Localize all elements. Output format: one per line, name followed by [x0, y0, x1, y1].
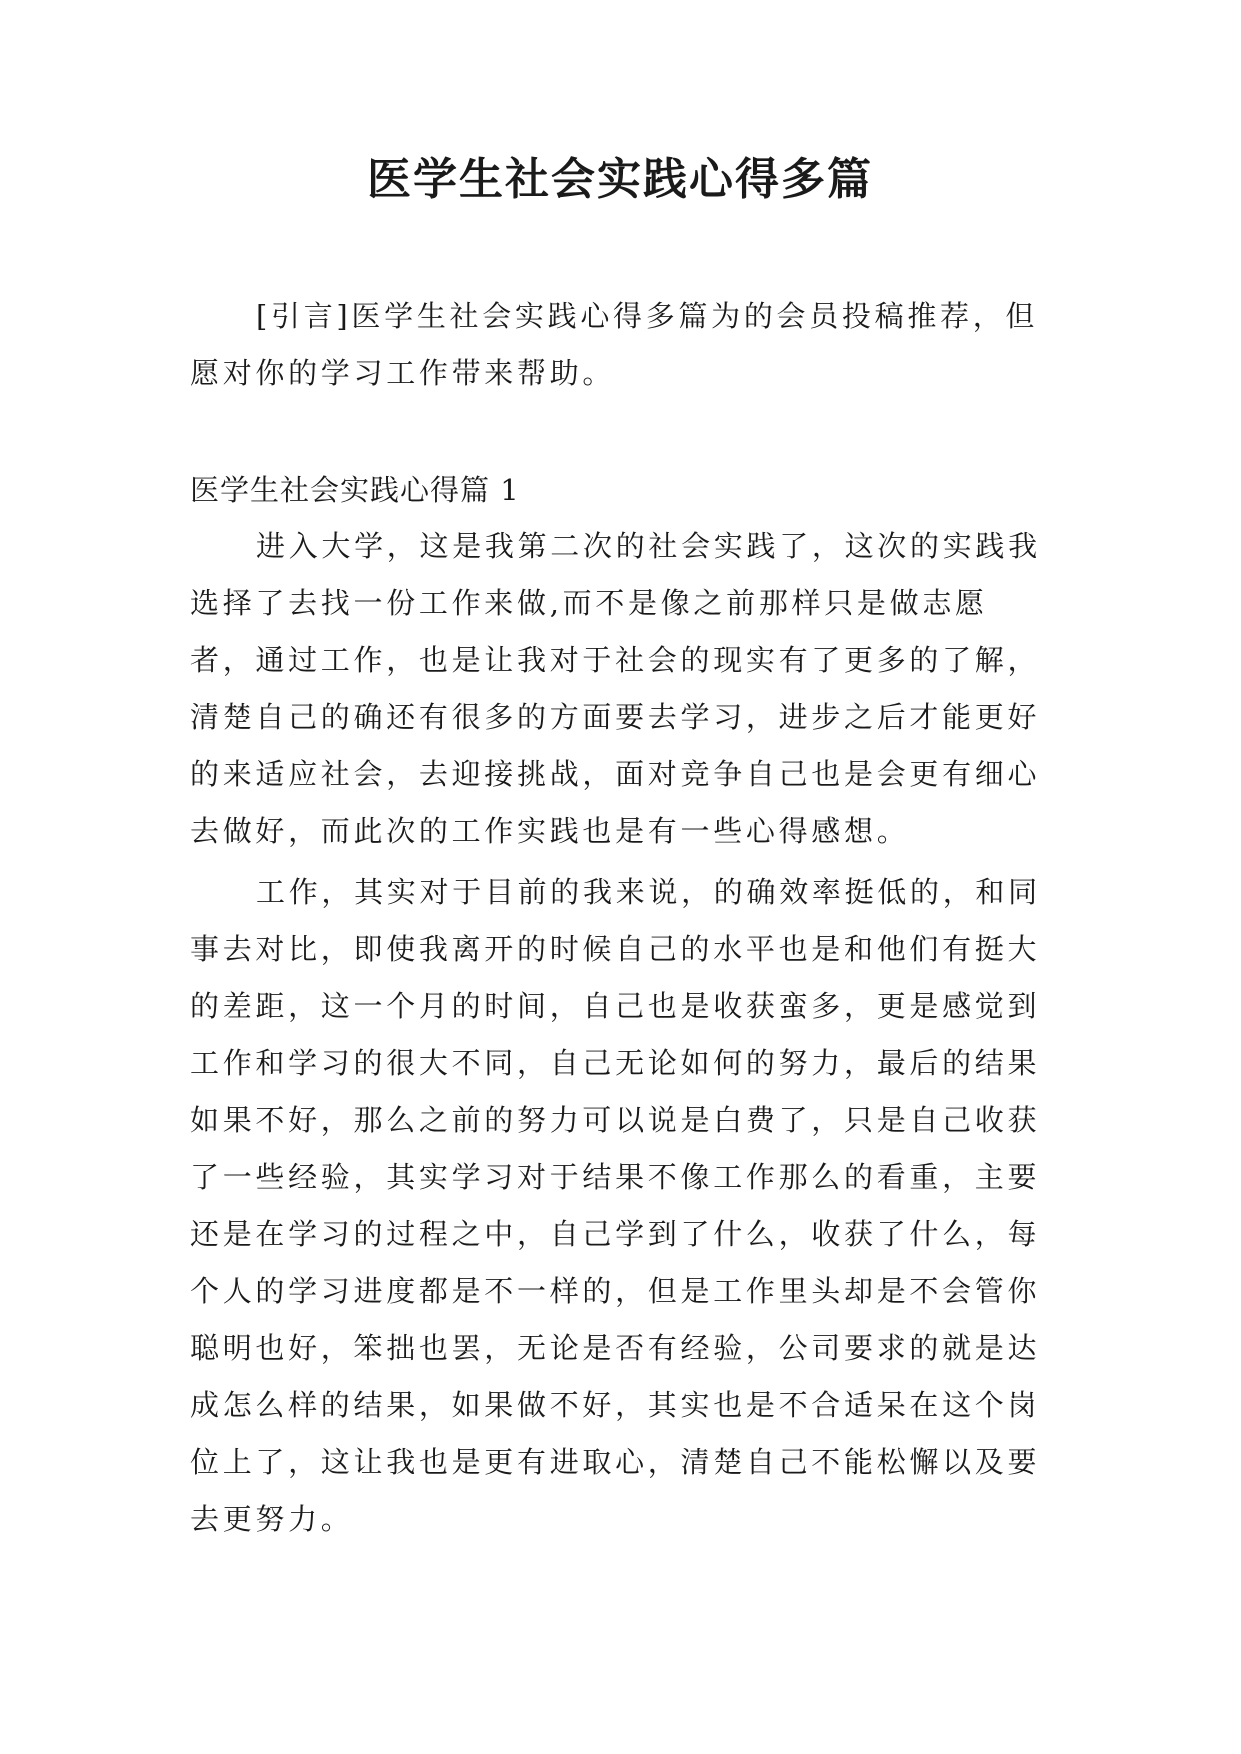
intro-paragraph: [引言]医学生社会实践心得多篇为的会员投稿推荐，但愿对你的学习工作带来帮助。	[190, 299, 1039, 390]
body-paragraph-2: 工作，其实对于目前的我来说，的确效率挺低的，和同事去对比，即使我离开的时候自己的水平也是和他们有挺大的差距，这一个月的时间，自己也是收获蛮多，更是感觉到工作和学习的很大不同，自己无论如何的努力，最后的结果如果不好，那么之前的努力可以说是白费了，只是自己收获了一些经验，其实学习对于结果不像工作那么的看重，主要还是在学习的过程之中，自己学到了什么，收获了什么，每个人的学习进度都是不一样的，但是工作里头却是不会管你聪明也好，笨拙也罢，无论是否有经验，公司要求的就是达成怎么样的结果，如果做不好，其实也是不合适呆在这个岗位上了，这让我也是更有进取心，清楚自己不能松懈以及要去更努力。	[190, 875, 1041, 1536]
document-title: 医学生社会实践心得多篇	[367, 154, 873, 205]
section-heading: 医学生社会实践心得篇 1	[190, 473, 520, 507]
body-paragraph-1: 进入大学，这是我第二次的社会实践了，这次的实践我选择了去找一份工作来做,而不是像之前那样只是做志愿者，通过工作，也是让我对于社会的现实有了更多的了解，清楚自己的确还有很多的方面要去学习，进步之后才能更好的来适应社会，去迎接挑战，面对竞争自己也是会更有细心去做好，而此次的工作实践也是有一些心得感想。	[190, 529, 1041, 848]
